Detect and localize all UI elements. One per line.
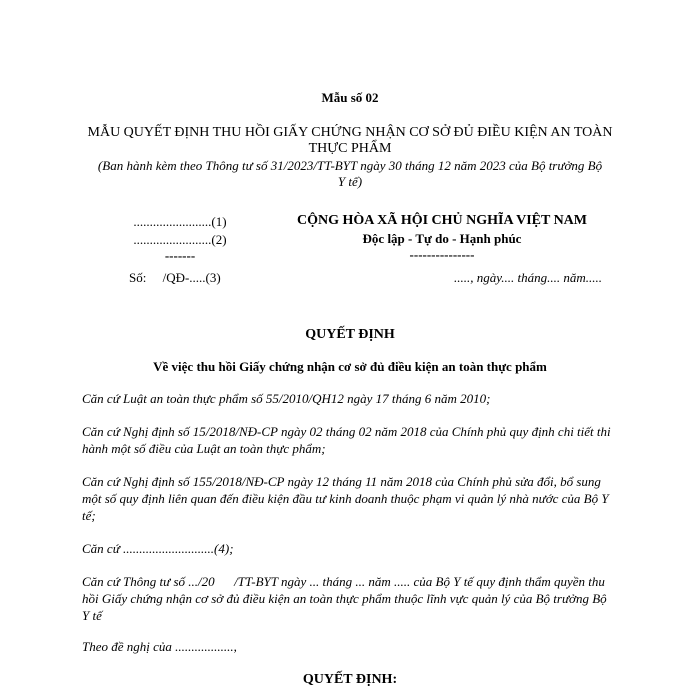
right-divider: --------------- xyxy=(409,247,475,262)
decision-title: QUYẾT ĐỊNH xyxy=(305,327,395,342)
nation-name: CỘNG HÒA XÃ HỘI CHỦ NGHĨA VIỆT NAM xyxy=(296,213,587,228)
proposal-line: Theo đề nghị của .................., xyxy=(82,639,237,654)
decides-heading: QUYẾT ĐỊNH: xyxy=(302,672,398,687)
national-motto: Độc lập - Tự do - Hạnh phúc xyxy=(362,231,522,246)
form-title-line2: THỰC PHẨM xyxy=(308,141,392,156)
form-number: Mẫu số 02 xyxy=(321,90,379,105)
left-divider: ------- xyxy=(164,248,196,263)
legal-basis-4: Căn cứ ............................(4); xyxy=(82,541,234,556)
issuance-note-line1: (Ban hành kèm theo Thông tư số 31/2023/TT-BYT ngày 30 tháng 12 năm 2023 của Bộ trưởng Bộ xyxy=(97,158,603,173)
legal-basis-1: Căn cứ Luật an toàn thực phẩm số 55/2010/QH12 ngày 17 tháng 6 năm 2010; xyxy=(82,391,491,406)
decision-subject: Về việc thu hồi Giấy chứng nhận cơ sở đủ điều kiện an toàn thực phẩm xyxy=(153,359,547,374)
decision-number: Số: /QĐ-.....(3) xyxy=(129,270,221,285)
place-date: ....., ngày.... tháng.... năm..... xyxy=(454,270,603,285)
agency-line-2: ........................(2) xyxy=(133,232,227,247)
legal-basis-3: Căn cứ Nghị định số 155/2018/NĐ-CP ngày 12 tháng 11 năm 2018 của Chính phủ sửa đổi, bổ sung một số quy định liên quan đến điều kiện đầu tư kinh doanh thuộc phạm vi quản lý nhà nước của Bộ Y tế; xyxy=(82,474,609,523)
legal-basis-5: Căn cứ Thông tư số .../20 /TT-BYT ngày ... tháng ... năm ..... của Bộ Y tế quy định thẩm quyền thu hồi Giấy chứng nhận cơ sở đủ điều kiện an toàn thực phẩm thuộc lĩnh vực quản lý của Bộ trưởng Bộ Y tế xyxy=(82,574,610,623)
form-title-line1: MẪU QUYẾT ĐỊNH THU HỒI GIẤY CHỨNG NHẬN CƠ SỞ ĐỦ ĐIỀU KIỆN AN TOÀN xyxy=(87,125,613,140)
legal-basis-2: Căn cứ Nghị định số 15/2018/NĐ-CP ngày 02 tháng 02 năm 2018 của Chính phủ quy định chi tiết thi hành một số điều của Luật an toàn thực phẩm; xyxy=(82,424,611,456)
agency-line-1: ........................(1) xyxy=(133,214,227,229)
issuance-note-line2: Y tế) xyxy=(337,174,363,189)
